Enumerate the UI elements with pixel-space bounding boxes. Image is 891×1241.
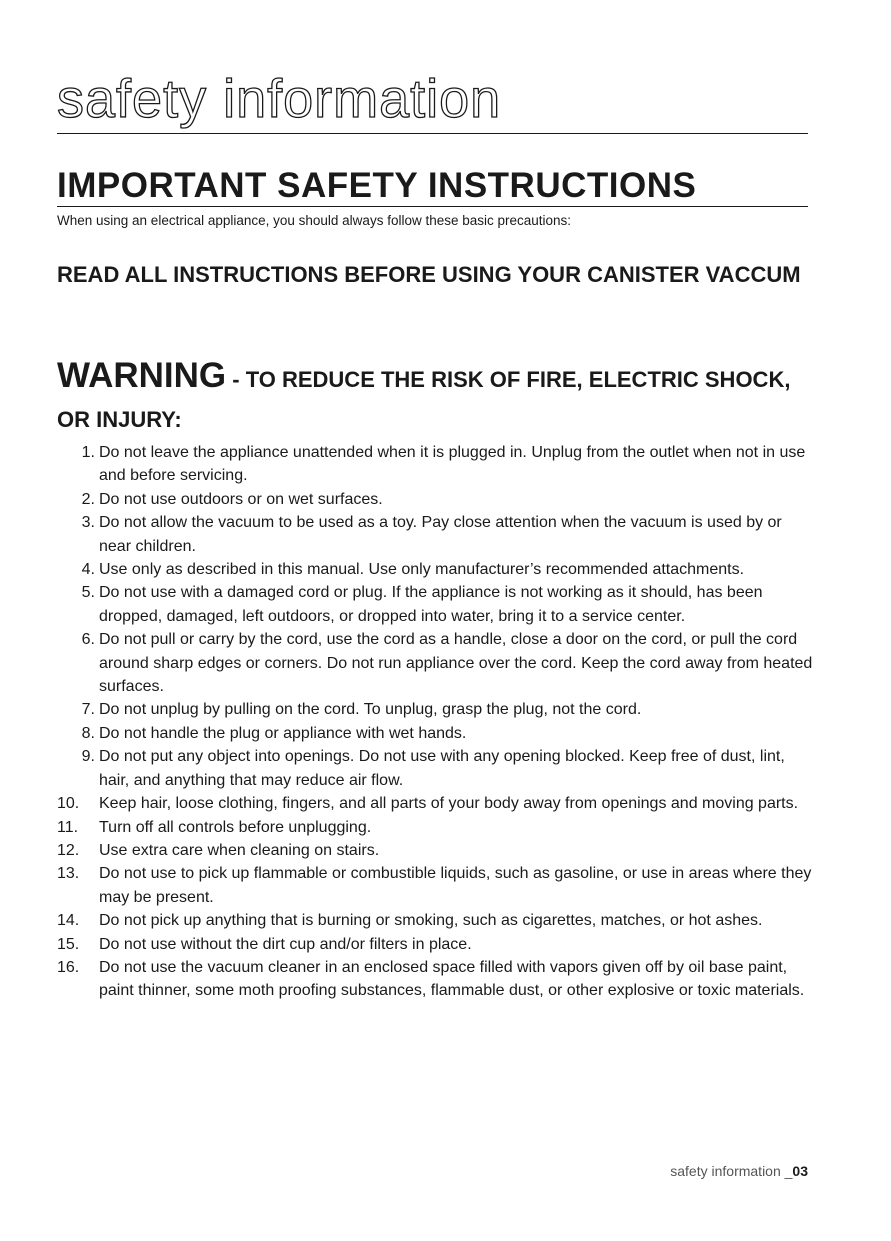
list-item — [57, 558, 817, 581]
list-item — [57, 862, 817, 909]
list-item — [57, 722, 817, 745]
item-text: Do not put any object into openings. Do not use with any opening blocked. Keep free of dust, lint, hair, and anything that may reduce air flow. — [99, 748, 785, 789]
item-text: Use only as described in this manual. Use only manufacturer’s recommended attachments. — [99, 561, 745, 579]
item-text: Do not use to pick up flammable or combustible liquids, such as gasoline, or use in areas where they may be present. — [99, 865, 812, 906]
list-item — [57, 839, 817, 862]
item-text: Do not use outdoors or on wet surfaces. — [99, 490, 383, 508]
section-title: safety information — [57, 69, 502, 129]
item-text: Do not unplug by pulling on the cord. To unplug, grasp the plug, not the cord. — [99, 701, 642, 719]
item-text: Do not use the vacuum cleaner in an enclosed space filled with vapors given off by oil base paint, paint thinner, some moth proofing substances, flammable dust, or other explosive or toxic materials. — [99, 958, 805, 1000]
item-number: 11. — [57, 818, 79, 836]
item-number: 14. — [57, 912, 80, 930]
footer-label: safety information _ — [670, 1163, 793, 1179]
item-number: 5. — [81, 584, 95, 602]
list-item — [57, 488, 817, 511]
list-item — [57, 956, 817, 1003]
list-item — [57, 628, 817, 698]
item-text: Keep hair, loose clothing, fingers, and all parts of your body away from openings and moving parts. — [99, 795, 799, 813]
item-text: Do not use without the dirt cup and/or filters in place. — [99, 935, 472, 953]
list-item — [57, 933, 817, 956]
item-number: 16. — [57, 958, 80, 976]
item-number: 1. — [81, 444, 95, 461]
item-text: Use extra care when cleaning on stairs. — [99, 841, 380, 859]
item-text: Do not leave the appliance unattended when it is plugged in. Unplug from the outlet when not in use and before servicing. — [99, 444, 806, 485]
main-heading-rule — [57, 206, 808, 207]
warning-word: WARNING — [57, 356, 227, 395]
page-footer — [670, 1163, 808, 1179]
instructions-list — [57, 441, 817, 1003]
item-number: 13. — [57, 865, 80, 883]
item-number: 15. — [57, 935, 80, 953]
intro-text: When using an electrical appliance, you should always follow these basic precautions: — [57, 213, 572, 228]
warning-heading — [57, 356, 817, 440]
list-item — [57, 816, 817, 839]
item-number: 10. — [57, 795, 80, 813]
item-text: Do not handle the plug or appliance with wet hands. — [99, 724, 467, 742]
list-item — [57, 792, 817, 815]
item-text: Do not pick up anything that is burning or smoking, such as cigarettes, matches, or hot ashes. — [99, 912, 763, 930]
list-item — [57, 698, 817, 721]
section-title-rule — [57, 133, 808, 134]
item-text: Turn off all controls before unplugging. — [99, 818, 372, 836]
list-item — [57, 511, 817, 558]
list-item — [57, 581, 817, 628]
item-number: 8. — [81, 724, 95, 742]
item-number: 6. — [81, 631, 95, 649]
item-number: 9. — [81, 748, 95, 766]
main-heading: IMPORTANT SAFETY INSTRUCTIONS — [57, 166, 697, 205]
item-text: Do not use with a damaged cord or plug. If the appliance is not working as it should, has been dropped, damaged, left outdoors, or dropped into water, bring it to a service center. — [99, 584, 763, 625]
warning-text: - TO REDUCE THE RISK OF FIRE, ELECTRIC SHOCK, OR INJURY: — [57, 367, 791, 432]
item-text: Do not pull or carry by the cord, use the cord as a handle, close a door on the cord, or pull the cord around sharp edges or corners. Do not run appliance over the cord. Keep the cord away from heated surfaces. — [99, 631, 813, 696]
read-all-heading: READ ALL INSTRUCTIONS BEFORE USING YOUR CANISTER VACCUM — [57, 262, 801, 287]
item-text: Do not allow the vacuum to be used as a toy. Pay close attention when the vacuum is used by or near children. — [99, 514, 782, 555]
item-number: 3. — [81, 514, 95, 532]
list-item — [57, 441, 817, 488]
list-item — [57, 745, 817, 792]
item-number: 7. — [81, 701, 95, 719]
item-number: 4. — [81, 561, 95, 579]
list-item — [57, 909, 817, 932]
page-number: 03 — [792, 1163, 808, 1179]
item-number: 12. — [57, 841, 80, 859]
item-number: 2. — [81, 490, 95, 508]
